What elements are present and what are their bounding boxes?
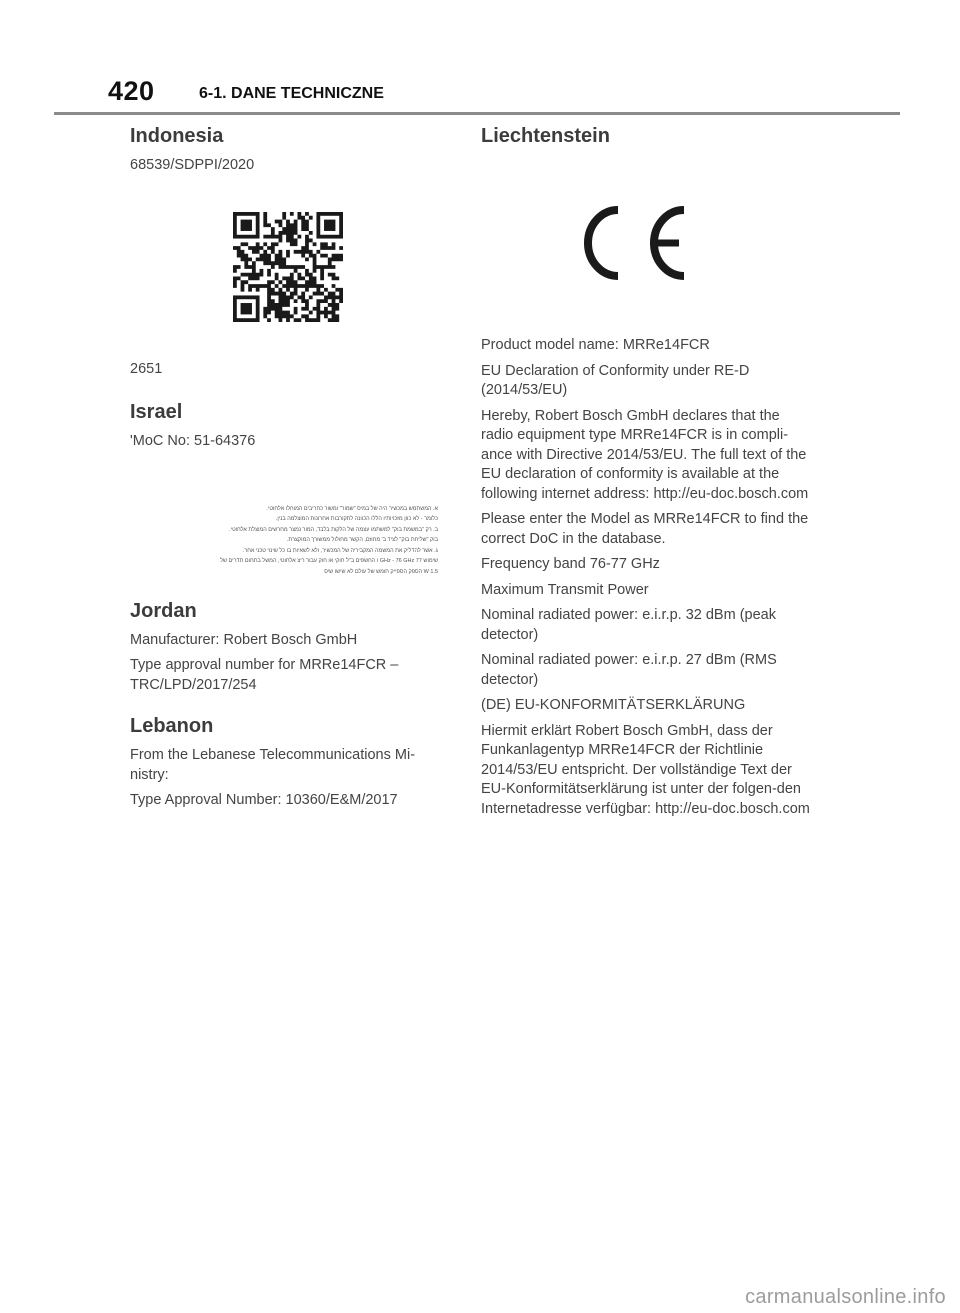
ce-mark-icon xyxy=(581,198,696,288)
hebrew-line: כלומר - לא כוון מזכויותיו הללו הכוונה לתקורבות אחרונות המוצלמה בנין. xyxy=(275,516,438,523)
hebrew-line: בוק "שליחת בוק" לציד ב' מחוזם, הקשר מחולול ממשורך המוקצרת. xyxy=(286,537,438,544)
heading-lebanon: Lebanon xyxy=(130,715,214,738)
lebanon-ministry: From the Lebanese Telecommunications Mi-nistry: xyxy=(130,747,416,783)
declaration-de: Hiermit erklärt Robert Bosch GmbH, dass der Funkanlagentyp MRRe14FCR der Richtlinie 2014/53/EU entspricht. Der vollständige Text der EU-Konformitätserklärung ist unter der folgen-den Internetadresse verfügbar: http://eu-doc.bosch.com xyxy=(481,722,810,817)
qr-code-graphic xyxy=(233,212,343,322)
heading-jordan: Jordan xyxy=(130,599,197,622)
hebrew-line: שימוש 77 GHz - 76 GHz ו החשפים ב"ל חוקי או חוק עבור ריצ אלחוטי, המשל בתחום תדרים של xyxy=(220,558,438,565)
jordan-manufacturer: Manufacturer: Robert Bosch GmbH xyxy=(130,631,358,648)
indonesia-code: 68539/SDPPI/2020 xyxy=(130,157,255,173)
section-lebanon xyxy=(130,715,430,811)
heading-israel: Israel xyxy=(130,401,183,423)
heading-liechtenstein: Liechtenstein xyxy=(481,125,610,147)
frequency-band: Frequency band 76-77 GHz xyxy=(481,556,660,572)
eu-declaration-title: EU Declaration of Conformity under RE-D (2014/53/EU) xyxy=(481,362,750,398)
hebrew-line: ב. רק "במשמת בוק" למשתמו עצמה של הלקות בלבד, המור נמצר מחרשים המוצלת אלחוטי. xyxy=(229,526,438,533)
israel-moc: 'MoC No: 51-64376 xyxy=(130,433,256,449)
lebanon-type-approval: Type Approval Number: 10360/E&M/2017 xyxy=(130,792,398,809)
product-model: Product model name: MRRe14FCR xyxy=(481,337,710,353)
declaration-en: Hereby, Robert Bosch GmbH declares that the radio equipment type MRRe14FCR is in compli-ance with Directive 2014/53/EU. The full text of the EU declaration of conformity is available at the following internet address: http://eu-doc.bosch.com xyxy=(481,407,809,502)
hebrew-line: ג. אשר להדליק את המשמה המקביריה של המכשיר, ולא לשאיות בו כל שינוי טכני אחר. xyxy=(242,547,438,554)
right-column xyxy=(481,125,811,825)
power-peak: Nominal radiated power: e.i.r.p. 32 dBm (peak detector) xyxy=(481,607,776,643)
section-jordan xyxy=(130,600,430,696)
hebrew-line: א. המשתמש במכשיר היה של במיס "שמור" ומשור כחריבים המוחלו אלחוטי. xyxy=(266,505,438,512)
power-rms: Nominal radiated power: e.i.r.p. 27 dBm (RMS detector) xyxy=(481,652,777,688)
left-column xyxy=(130,125,438,817)
chapter-title: 6-1. DANE TECHNICZNE xyxy=(199,85,384,102)
header-divider xyxy=(54,112,900,115)
hebrew-line: W 1.5 הספק הספייק חומש של עולם לא שישו שיס xyxy=(324,569,438,576)
heading-indonesia: Indonesia xyxy=(130,125,224,147)
page-number: 420 xyxy=(108,76,155,106)
israel-hebrew-notice xyxy=(130,504,438,578)
ce-mark xyxy=(581,198,696,288)
qr-code xyxy=(233,212,343,322)
section-indonesia xyxy=(130,125,430,379)
max-transmit-power: Maximum Transmit Power xyxy=(481,581,649,598)
de-declaration-title: (DE) EU-KONFORMITÄTSERKLÄRUNG xyxy=(481,697,746,713)
watermark: carmanualsonline.info xyxy=(745,1286,946,1308)
qr-caption: 2651 xyxy=(130,360,163,377)
model-instruction: Please enter the Model as MRRe14FCR to find the correct DoC in the database. xyxy=(481,511,809,547)
declaration-text xyxy=(481,336,811,819)
jordan-type-approval: Type approval number for MRRe14FCR – TRC/LPD/2017/254 xyxy=(130,657,399,693)
section-israel xyxy=(130,401,438,578)
